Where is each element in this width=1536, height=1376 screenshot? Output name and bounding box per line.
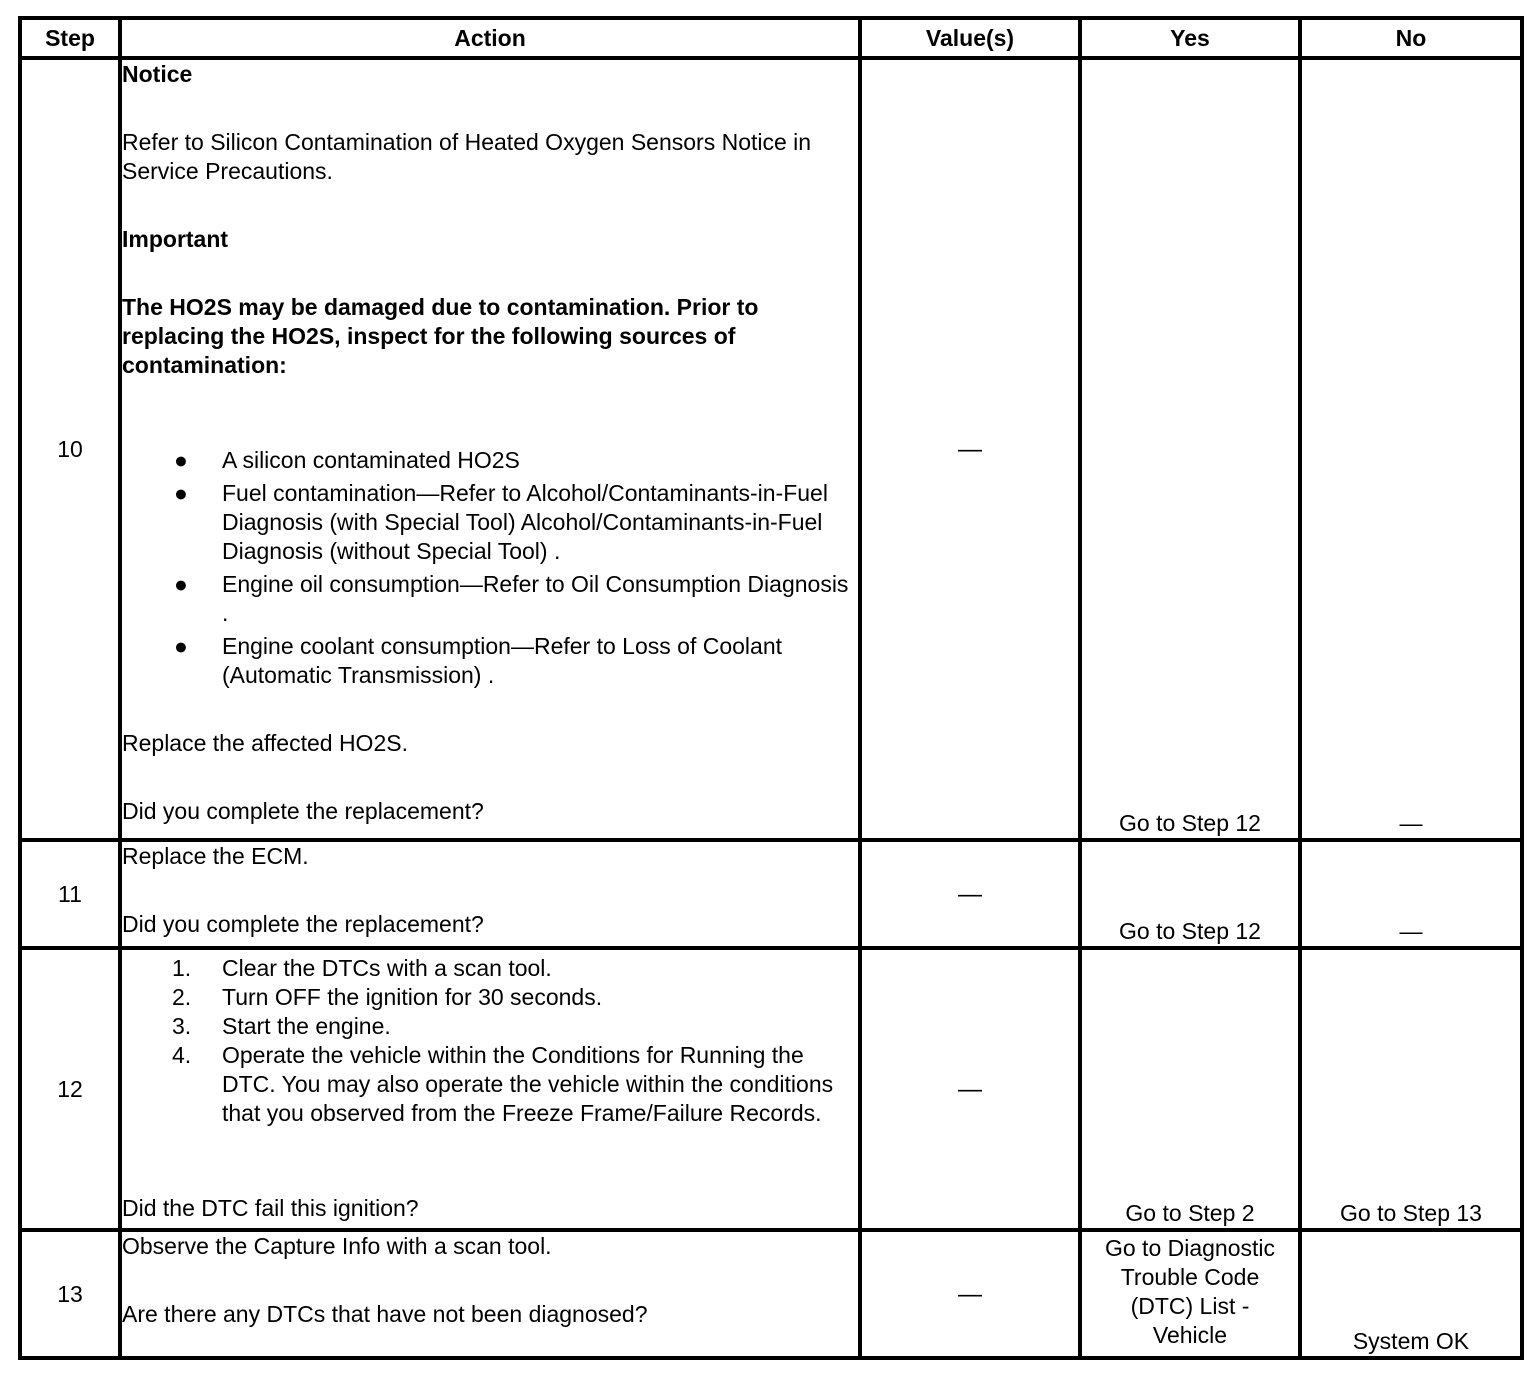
procedure-list (122, 954, 858, 1128)
list-item-text: Fuel contamination—Refer to Alcohol/Contaminants-in-Fuel Diagnosis (with Special Tool) Alcohol/Contaminants-in-Fuel Diagnosis (without Special Tool) . (222, 480, 828, 564)
step-number: 13 (20, 1230, 120, 1358)
list-item (122, 570, 858, 628)
contamination-list (122, 446, 858, 690)
question-text: Did you complete the replacement? (122, 798, 484, 824)
list-item (122, 983, 858, 1012)
header-row (20, 18, 1522, 58)
header-values: Value(s) (860, 18, 1080, 58)
value-cell: — (860, 58, 1080, 840)
list-number: 2. (172, 984, 192, 1010)
list-item (122, 954, 858, 983)
yes-cell: Go to Step 12 (1080, 58, 1300, 840)
action-cell (120, 1230, 860, 1358)
list-item-text: Clear the DTCs with a scan tool. (222, 955, 552, 981)
notice-heading: Notice (122, 61, 193, 87)
important-heading: Important (122, 226, 229, 252)
important-text: The HO2S may be damaged due to contamination. Prior to replacing the HO2S, inspect for the following sources of contamination: (122, 294, 759, 378)
table-row-step-13 (20, 1230, 1522, 1358)
list-item-text: Engine oil consumption—Refer to Oil Consumption Diagnosis . (222, 571, 849, 626)
list-item (122, 1041, 858, 1128)
no-cell: — (1300, 840, 1522, 948)
list-item (122, 1012, 858, 1041)
yes-line: Trouble Code (1120, 1264, 1260, 1290)
list-item (122, 446, 858, 475)
yes-line: Vehicle (1152, 1322, 1228, 1348)
bullet-icon: ● (174, 480, 188, 506)
bullet-icon: ● (174, 633, 188, 659)
yes-cell (1080, 1230, 1300, 1358)
action-cell (120, 840, 860, 948)
list-number: 3. (172, 1013, 192, 1039)
list-number: 4. (172, 1042, 192, 1068)
instruction-text: Observe the Capture Info with a scan tool. (122, 1233, 552, 1259)
yes-cell: Go to Step 2 (1080, 948, 1300, 1230)
header-no: No (1300, 18, 1522, 58)
header-action: Action (120, 18, 860, 58)
list-item-text: Start the engine. (222, 1013, 391, 1039)
step-number: 11 (20, 840, 120, 948)
question-text: Are there any DTCs that have not been diagnosed? (122, 1301, 648, 1327)
header-step: Step (20, 18, 120, 58)
table-row-step-12 (20, 948, 1522, 1230)
step-number: 12 (20, 948, 120, 1230)
no-cell: — (1300, 58, 1522, 840)
question-text: Did the DTC fail this ignition? (122, 1195, 419, 1221)
value-cell: — (860, 948, 1080, 1230)
yes-line: Go to Diagnostic (1104, 1235, 1276, 1261)
header-yes: Yes (1080, 18, 1300, 58)
list-item-text: A silicon contaminated HO2S (222, 447, 520, 473)
no-cell: Go to Step 13 (1300, 948, 1522, 1230)
table-row-step-11 (20, 840, 1522, 948)
step-number: 10 (20, 58, 120, 840)
instruction-text: Replace the affected HO2S. (122, 730, 408, 756)
no-cell: System OK (1300, 1230, 1522, 1358)
bullet-icon: ● (174, 447, 188, 473)
action-cell (120, 58, 860, 840)
list-item-text: Engine coolant consumption—Refer to Loss of Coolant (Automatic Transmission) . (222, 633, 782, 688)
list-item (122, 632, 858, 690)
list-item-text: Turn OFF the ignition for 30 seconds. (222, 984, 603, 1010)
instruction-text: Replace the ECM. (122, 843, 309, 869)
list-item (122, 479, 858, 566)
diagnostic-table (18, 16, 1524, 1360)
value-cell: — (860, 1230, 1080, 1358)
yes-cell: Go to Step 12 (1080, 840, 1300, 948)
bullet-icon: ● (174, 571, 188, 597)
table-row-step-10 (20, 58, 1522, 840)
list-item-text: Operate the vehicle within the Conditions for Running the DTC. You may also operate the vehicle within the conditions that you observed from the Freeze Frame/Failure Records. (222, 1042, 834, 1126)
question-text: Did you complete the replacement? (122, 911, 484, 937)
list-number: 1. (172, 955, 192, 981)
action-cell (120, 948, 860, 1230)
value-cell: — (860, 840, 1080, 948)
notice-text: Refer to Silicon Contamination of Heated Oxygen Sensors Notice in Service Precautions. (122, 129, 812, 184)
yes-line: (DTC) List - (1130, 1293, 1250, 1319)
